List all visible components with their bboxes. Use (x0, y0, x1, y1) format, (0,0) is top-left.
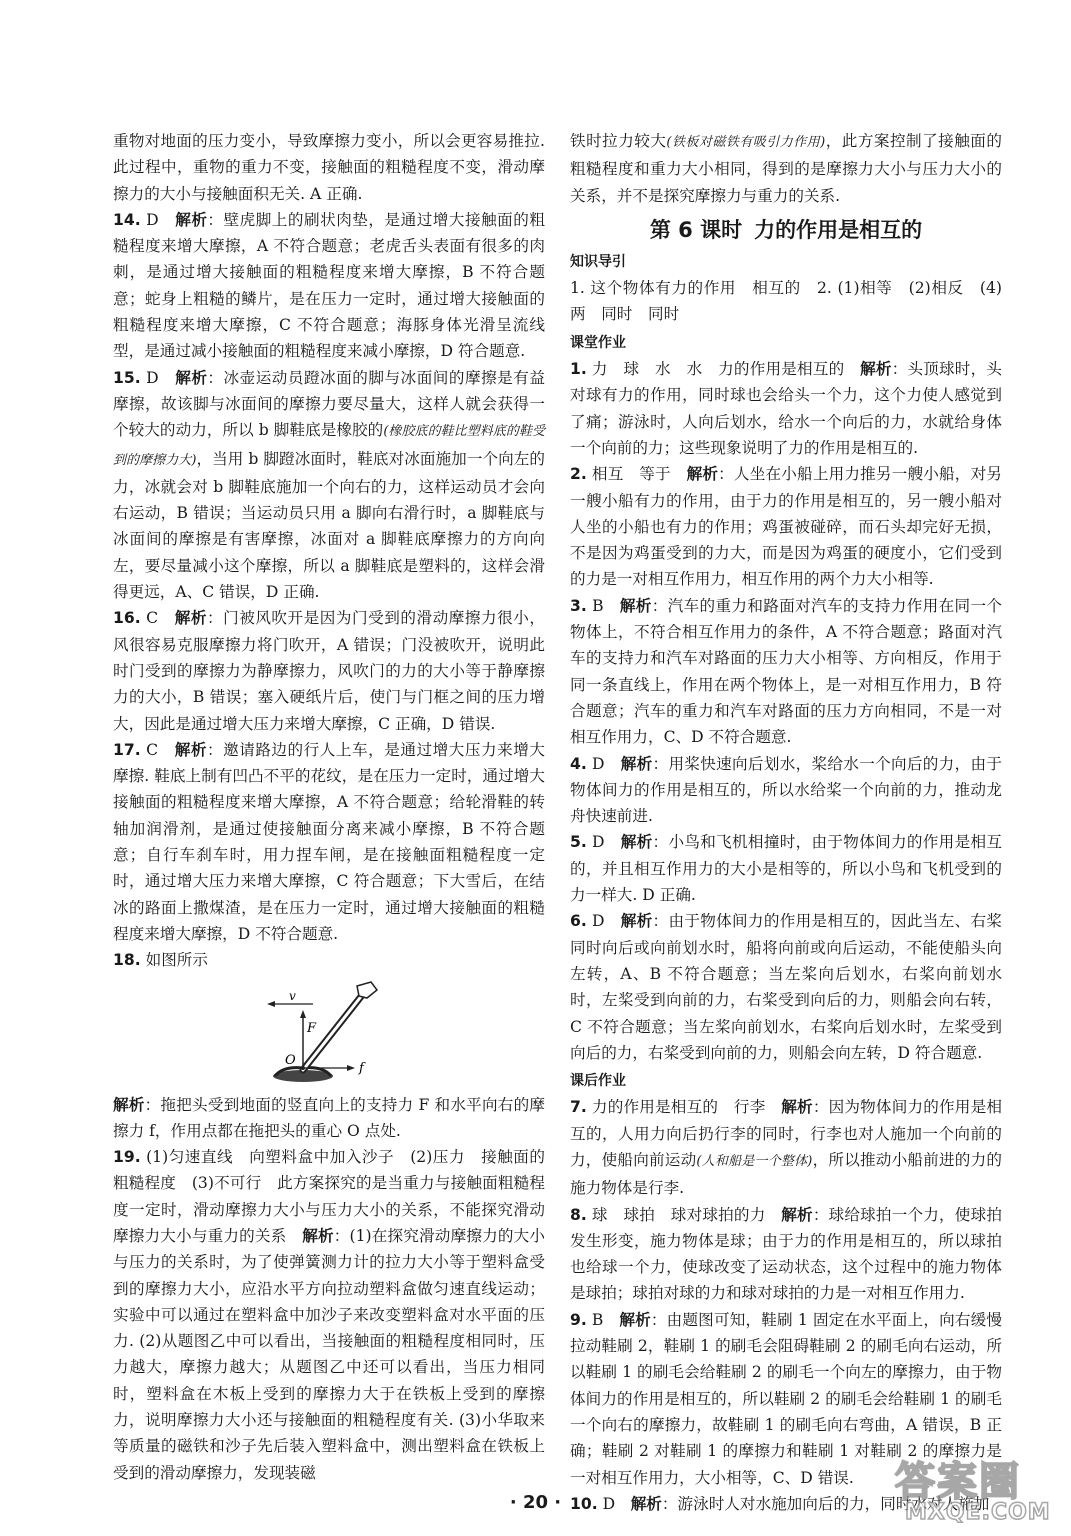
right-column (570, 128, 1002, 1517)
mop-force-diagram (263, 980, 393, 1086)
label-f: f (359, 1060, 364, 1076)
watermark-logo (895, 1450, 1065, 1530)
answer-8: 8. 球 球拍 球对球拍的力 解析：球给球拍一个力，使球拍发生形变，施力物体是球；由于力的作用是相互的，所以球拍也给球一个力，使球改变了运动状态，这个过程中的施力物体是球拍；球拍对球的力和球对球拍的力是一对相互作用力. (570, 1205, 1002, 1303)
page-number: · 20 · (509, 1492, 562, 1513)
answer-1: 1. 力 球 水 水 力的作用是相互的 解析：头顶球时，头对球有力的作用，同时球也会给头一个力，这个力使人感觉到了痛；游泳时，人向后划水，给水一个向后的力，水就给身体一个向前的力；这些现象说明了力的作用是相互的. (570, 360, 1002, 457)
answer-3: 3. B 解析：汽车的重力和路面对汽车的支持力作用在同一个物体上，不符合相互作用力的条件，A 不符合题意；路面对汽车的支持力和汽车对路面的压力大小相等、方向相反，作用于同一条直线上，作用在两个物体上，是一对相互作用力，B 符合题意；汽车的重力和汽车对路面的压力方向相同，不是一对相互作用力，C、D 不符合题意. (570, 596, 1002, 747)
answer-17: 17. C 解析：邀请路边的行人上车，是通过增大压力来增大摩擦. 鞋底上制有凹凸不平的花纹，是在压力一定时，通过增大接触面的粗糙程度来增大摩擦，A 不符合题意；给轮滑鞋的转轴加润滑剂，是通过使接触面分离来减小摩擦，B 不符合题意；自行车刹车时，用力捏车闸，是在接触面粗糙程度一定时，通过增大压力来增大摩擦，C 符合题意；下大雪后，在结冰的路面上撒煤渣，是在压力一定时，通过增大接触面的粗糙程度来增大摩擦，D 不符合题意. (113, 740, 545, 943)
velocity-arrowhead (267, 1001, 275, 1007)
label-O: O (285, 1052, 296, 1068)
hand-icon (357, 982, 377, 998)
section-knowledge-guide: 知识导引 (570, 253, 626, 270)
lesson-number: 第 6 课时 (649, 217, 743, 242)
answer-10: 10. D 解析：游泳时人对水施加向后的力，同时水对人施加 (570, 1494, 990, 1513)
continued-paragraph: 重物对地面的压力变小，导致摩擦力变小，所以会更容易推拉. 此过程中，重物的重力不变，接触面的粗糙程度不变，滑动摩擦力的大小与接触面积无关. A 正确. (113, 132, 545, 203)
answer-2: 2. 相互 等于 解析：人坐在小船上用力推另一艘小船，对另一艘小船有力的作用，由于力的作用是相互的，另一艘小船对人坐的小船也有力的作用；鸡蛋被碰碎，而石头却完好无损，不是因为鸡蛋受到的力大，而是因为鸡蛋的硬度小，它们受到的力是一对相互作用力，相互作用的两个力大小相等. (570, 465, 1002, 589)
answer-16: 16. C 解析：门被风吹开是因为门受到的滑动摩擦力很小，风很容易克服摩擦力将门吹开，A 错误；门没被吹开，说明此时门受到的摩擦力为静摩擦力，风吹门的力的大小等于静摩擦力的大小，B 错误；塞入硬纸片后，使门与门框之间的压力增大，因此是通过增大压力来增大摩擦，C 正确，D 错误. (113, 609, 545, 733)
answer-18-explanation: 解析：拖把头受到地面的竖直向上的支持力 F 和水平向右的摩擦力 f，作用点都在拖把头的重心 O 点处. (113, 1095, 545, 1140)
answer-6: 6. D 解析：由于物体间力的作用是相互的，因此当左、右桨同时向后或向前划水时，船将向前或向后运动，不能使船头向左转，A、B 不符合题意；当左桨向后划水，右桨向前划水时，左桨受到向前的力，右桨受到向后的力，则船会向右转，C 不符合题意；当左桨向前划水，右桨向后划水时，左桨受到向后的力，右桨受到向前的力，则船会向左转，D 符合题意. (570, 912, 1002, 1062)
knowledge-answers: 1. 这个物体有力的作用 相互的 2. (1)相等 (2)相反 (4)两 同时 同时 (570, 279, 1002, 324)
support-force-arrowhead (300, 1010, 306, 1018)
answer-14: 14. D 解析：壁虎脚上的刷状肉垫，是通过增大接触面的粗糙程度来增大摩擦，A 不符合题意；老虎舌头表面有很多的肉刺，是通过增大接触面的粗糙程度来增大摩擦，B 不符合题意；蛇身上粗糙的鳞片，是在压力一定时，通过增大接触面的粗糙程度来增大摩擦，C 不符合题意；海豚身体光滑呈流线型，是通过减小接触面的粗糙程度来减小摩擦，D 符合题意. (113, 210, 545, 361)
friction-arrowhead (347, 1065, 355, 1071)
answer-18: 18. 如图所示 (113, 951, 208, 970)
label-F: F (307, 1020, 317, 1036)
label-v: v (289, 988, 296, 1003)
watermark-url: MXQE.COM (905, 1500, 1051, 1525)
lesson-title: 力的作用是相互的 (754, 217, 923, 242)
section-classwork: 课堂作业 (570, 334, 626, 351)
answer-19: 19. (1)匀速直线 向塑料盒中加入沙子 (2)压力 接触面的粗糙程度 (3)不可行 此方案探究的是当重力与接触面粗糙程度一定时，滑动摩擦力大小与压力大小的关系，不能探究滑动摩擦力大小与重力的关系 解析：(1)在探究滑动摩擦力的大小与压力的关系时，为了使弹簧测力计的拉力大小等于塑料盒受到的摩擦力大小，应沿水平方向拉动塑料盒做匀速直线运动；实验中可以通过在塑料盒中加沙子来改变塑料盒对水平面的压力. (2)从题图乙中可以看出，当接触面的粗糙程度相同时，压力越大，摩擦力越大；从题图乙中还可以看出，当压力相同时，塑料盒在木板上受到的摩擦力大于在铁板上受到的摩擦力，说明摩擦力大小还与接触面的粗糙程度有关. (3)小华取来等质量的磁铁和沙子先后装入塑料盒中，测出塑料盒在铁板上受到的滑动摩擦力，发现装磁 (113, 1148, 545, 1482)
watermark-text: 答案圈 (895, 1459, 1021, 1505)
answer-15: 15. D 解析：冰壶运动员蹬冰面的脚与冰面间的摩擦是有益摩擦，故该脚与冰面间的摩擦力要尽量大，这样人就会获得一个较大的动力，所以 b 脚鞋底是橡胶的(橡胶底的鞋比塑料底的鞋受到的摩擦力大)，当用 b 脚蹬冰面时，鞋底对冰面施加一个向左的力，冰就会对 b 脚鞋底施加一个向右的力，这样运动员才会向右运动，B 错误；当运动员只用 a 脚向右滑行时，a 脚鞋底与冰面间的摩擦是有害摩擦，冰面对 a 脚鞋底摩擦力的方向向左，要尽量减小这个摩擦，所以 a 脚鞋底是塑料的，这样会滑得更远，A、C 错误，D 正确. (113, 368, 545, 602)
answer-7: 7. 力的作用是相互的 行李 解析：因为物体间力的作用是相互的，人用力向后扔行李的同时，行李也对人施加一个向前的力，使船向前运动(人和船是一个整体)，所以推动小船前进的力的施力物体是行李. (570, 1098, 1002, 1198)
continued-paragraph-right: 铁时拉力较大(铁板对磁铁有吸引力作用)，此方案控制了接触面的粗糙程度和重力大小相同，得到的是摩擦力大小与压力大小的关系，并不是探究摩擦力与重力的关系. (570, 132, 1002, 205)
section-homework: 课后作业 (570, 1073, 626, 1090)
answer-9: 9. B 解析：由题图可知，鞋刷 1 固定在水平面上，向右缓慢拉动鞋刷 2，鞋刷 1 的刷毛会阻碍鞋刷 2 的刷毛向右运动，所以鞋刷 1 的刷毛会给鞋刷 2 的刷毛一个向左的摩擦力，由于物体间力的作用是相互的，所以鞋刷 2 的刷毛会给鞋刷 1 的刷毛一个向右的摩擦力，故鞋刷 1 的刷毛向右弯曲，A 错误，B 正确；鞋刷 2 对鞋刷 1 的摩擦力和鞋刷 1 对鞋刷 2 的摩擦力是一对相互作用力，大小相等，C、D 错误. (570, 1310, 1002, 1487)
lesson-heading (570, 215, 1002, 245)
answer-5: 5. D 解析：小鸟和飞机相撞时，由于物体间力的作用是相互的，并且相互作用力的大小是相等的，所以小鸟和飞机受到的力一样大. D 正确. (570, 833, 1002, 905)
answer-4: 4. D 解析：用桨快速向后划水，桨给水一个向后的力，由于物体间力的作用是相互的，所以水给桨一个向前的力，推动龙舟快速前进. (570, 754, 1002, 826)
left-column (113, 128, 545, 1486)
